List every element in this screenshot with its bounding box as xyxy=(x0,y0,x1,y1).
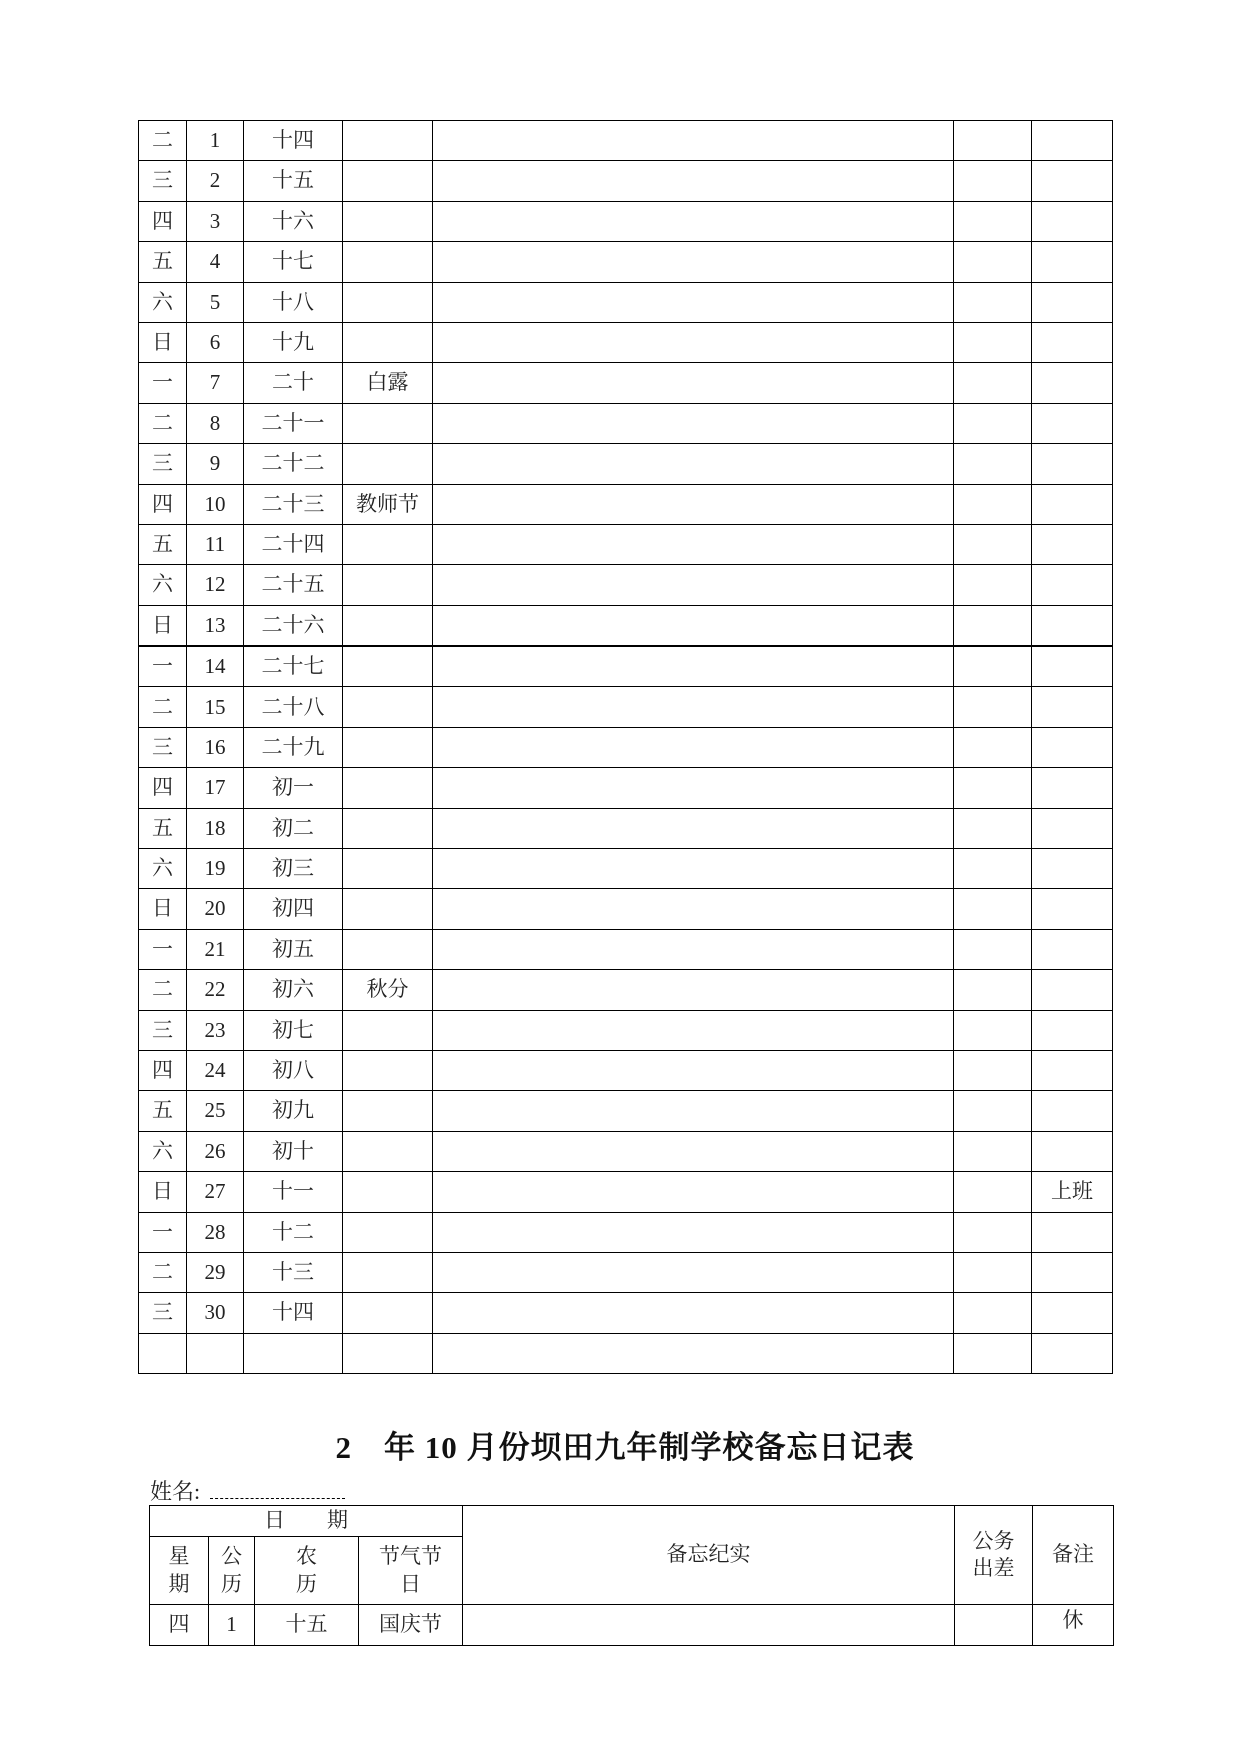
weekday-cell: 六 xyxy=(139,282,187,322)
note-cell xyxy=(1032,1050,1113,1090)
festival-cell: 国庆节 xyxy=(359,1605,463,1646)
note-cell xyxy=(1032,970,1113,1010)
calendar-row xyxy=(139,889,1113,929)
trip-cell xyxy=(955,1605,1033,1646)
lunar-cell: 初十 xyxy=(244,1131,343,1171)
lunar-cell: 初八 xyxy=(244,1050,343,1090)
festival-cell xyxy=(343,282,433,322)
memo-cell xyxy=(433,1333,954,1373)
calendar-row xyxy=(139,484,1113,524)
weekday-cell: 五 xyxy=(139,242,187,282)
festival-cell xyxy=(343,322,433,362)
weekday-cell: 日 xyxy=(139,322,187,362)
memo-cell xyxy=(433,444,954,484)
day-cell: 18 xyxy=(187,808,244,848)
memo-cell xyxy=(433,849,954,889)
lunar-cell: 初五 xyxy=(244,929,343,969)
memo-cell xyxy=(433,1010,954,1050)
festival-cell xyxy=(343,1333,433,1373)
lunar-cell: 二十七 xyxy=(244,646,343,687)
september-table-body xyxy=(139,121,1113,1374)
trip-cell xyxy=(954,849,1032,889)
note-cell xyxy=(1032,403,1113,443)
note-cell xyxy=(1032,484,1113,524)
october-memo-table xyxy=(149,1505,1114,1646)
lunar-cell: 二十二 xyxy=(244,444,343,484)
calendar-row xyxy=(139,1333,1113,1373)
day-cell xyxy=(187,1333,244,1373)
memo-cell xyxy=(433,1212,954,1252)
weekday-header-label: 星期 xyxy=(168,1544,190,1596)
day-cell: 3 xyxy=(187,201,244,241)
weekday-cell: 三 xyxy=(139,1010,187,1050)
trip-cell xyxy=(954,1050,1032,1090)
day-cell: 19 xyxy=(187,849,244,889)
festival-cell xyxy=(343,1293,433,1333)
name-fill-line xyxy=(210,1482,345,1499)
memo-cell xyxy=(433,1050,954,1090)
lunar-cell: 十一 xyxy=(244,1172,343,1212)
weekday-cell: 二 xyxy=(139,970,187,1010)
lunar-header-label: 农历 xyxy=(296,1544,317,1596)
solar-header xyxy=(209,1537,255,1605)
festival-cell xyxy=(343,242,433,282)
calendar-row xyxy=(139,403,1113,443)
note-cell xyxy=(1032,363,1113,403)
festival-cell xyxy=(343,161,433,201)
day-cell: 20 xyxy=(187,889,244,929)
festival-cell xyxy=(343,1131,433,1171)
day-cell: 6 xyxy=(187,322,244,362)
calendar-row xyxy=(139,605,1113,646)
festival-cell: 教师节 xyxy=(343,484,433,524)
trip-cell xyxy=(954,565,1032,605)
trip-cell xyxy=(954,121,1032,161)
trip-header-label: 公务出差 xyxy=(972,1528,1015,1580)
memo-cell xyxy=(433,363,954,403)
memo-cell xyxy=(433,687,954,727)
lunar-cell: 十八 xyxy=(244,282,343,322)
calendar-row xyxy=(139,524,1113,564)
weekday-cell: 三 xyxy=(139,727,187,767)
trip-cell xyxy=(954,970,1032,1010)
day-cell: 25 xyxy=(187,1091,244,1131)
calendar-row xyxy=(139,849,1113,889)
note-cell xyxy=(1032,687,1113,727)
trip-cell xyxy=(954,282,1032,322)
weekday-cell: 日 xyxy=(139,605,187,646)
lunar-cell: 二十三 xyxy=(244,484,343,524)
trip-cell xyxy=(954,1293,1032,1333)
weekday-cell: 四 xyxy=(139,201,187,241)
day-cell: 7 xyxy=(187,363,244,403)
festival-cell xyxy=(343,646,433,687)
day-cell: 2 xyxy=(187,161,244,201)
festival-cell: 白露 xyxy=(343,363,433,403)
lunar-cell xyxy=(244,1333,343,1373)
day-cell: 12 xyxy=(187,565,244,605)
note-cell xyxy=(1032,524,1113,564)
trip-cell xyxy=(954,403,1032,443)
note-cell xyxy=(1032,1091,1113,1131)
lunar-cell: 十九 xyxy=(244,322,343,362)
note-cell xyxy=(1032,201,1113,241)
name-label: 姓名: xyxy=(150,1479,201,1504)
weekday-cell: 五 xyxy=(139,808,187,848)
weekday-cell: 四 xyxy=(150,1605,209,1646)
calendar-row xyxy=(139,929,1113,969)
note-cell xyxy=(1032,565,1113,605)
note-cell xyxy=(1032,646,1113,687)
weekday-cell: 六 xyxy=(139,1131,187,1171)
calendar-row xyxy=(139,970,1113,1010)
day-cell: 26 xyxy=(187,1131,244,1171)
weekday-cell: 一 xyxy=(139,646,187,687)
calendar-row xyxy=(139,444,1113,484)
festival-cell xyxy=(343,849,433,889)
festival-cell xyxy=(343,444,433,484)
trip-cell xyxy=(954,646,1032,687)
lunar-cell: 十三 xyxy=(244,1252,343,1292)
calendar-row xyxy=(139,161,1113,201)
lunar-header xyxy=(255,1537,359,1605)
day-cell: 5 xyxy=(187,282,244,322)
calendar-row xyxy=(139,1172,1113,1212)
weekday-cell: 日 xyxy=(139,1172,187,1212)
festival-cell xyxy=(343,1010,433,1050)
lunar-cell: 十四 xyxy=(244,1293,343,1333)
memo-cell xyxy=(433,605,954,646)
trip-cell xyxy=(954,605,1032,646)
lunar-cell: 十七 xyxy=(244,242,343,282)
memo-cell xyxy=(433,646,954,687)
lunar-cell: 初一 xyxy=(244,768,343,808)
day-cell: 30 xyxy=(187,1293,244,1333)
weekday-cell: 一 xyxy=(139,363,187,403)
day-cell: 17 xyxy=(187,768,244,808)
lunar-cell: 二十四 xyxy=(244,524,343,564)
note-cell xyxy=(1032,444,1113,484)
note-cell xyxy=(1032,768,1113,808)
festival-cell xyxy=(343,889,433,929)
weekday-cell: 三 xyxy=(139,1293,187,1333)
day-cell: 24 xyxy=(187,1050,244,1090)
weekday-cell: 一 xyxy=(139,1212,187,1252)
day-cell: 1 xyxy=(187,121,244,161)
trip-cell xyxy=(954,1010,1032,1050)
memo-cell xyxy=(433,403,954,443)
memo-cell xyxy=(433,282,954,322)
trip-cell xyxy=(954,1131,1032,1171)
memo-cell xyxy=(433,889,954,929)
weekday-cell: 二 xyxy=(139,1252,187,1292)
festival-cell: 秋分 xyxy=(343,970,433,1010)
weekday-cell: 二 xyxy=(139,403,187,443)
note-cell xyxy=(1032,161,1113,201)
trip-cell xyxy=(954,727,1032,767)
trip-cell xyxy=(954,687,1032,727)
trip-cell xyxy=(954,363,1032,403)
calendar-row xyxy=(139,1010,1113,1050)
memo-cell xyxy=(433,1252,954,1292)
calendar-row xyxy=(139,322,1113,362)
note-header: 备注 xyxy=(1033,1506,1114,1605)
day-cell: 11 xyxy=(187,524,244,564)
lunar-cell: 初二 xyxy=(244,808,343,848)
memo-cell xyxy=(433,565,954,605)
lunar-cell: 十四 xyxy=(244,121,343,161)
trip-cell xyxy=(954,808,1032,848)
lunar-cell: 二十八 xyxy=(244,687,343,727)
calendar-row xyxy=(139,1131,1113,1171)
calendar-row xyxy=(150,1605,1114,1646)
memo-cell xyxy=(433,242,954,282)
calendar-row xyxy=(139,282,1113,322)
festival-cell xyxy=(343,605,433,646)
calendar-row xyxy=(139,1212,1113,1252)
note-cell xyxy=(1032,1293,1113,1333)
calendar-row xyxy=(139,201,1113,241)
trip-cell xyxy=(954,889,1032,929)
trip-header xyxy=(955,1506,1033,1605)
day-cell: 22 xyxy=(187,970,244,1010)
day-cell: 29 xyxy=(187,1252,244,1292)
calendar-row xyxy=(139,646,1113,687)
lunar-cell: 初三 xyxy=(244,849,343,889)
festival-cell xyxy=(343,121,433,161)
weekday-cell: 五 xyxy=(139,524,187,564)
weekday-cell: 四 xyxy=(139,1050,187,1090)
memo-cell xyxy=(433,484,954,524)
festival-cell xyxy=(343,1252,433,1292)
header-row-date xyxy=(150,1506,1114,1537)
note-cell xyxy=(1032,808,1113,848)
weekday-cell: 二 xyxy=(139,121,187,161)
lunar-cell: 二十五 xyxy=(244,565,343,605)
weekday-cell: 三 xyxy=(139,161,187,201)
trip-cell xyxy=(954,242,1032,282)
note-cell xyxy=(1032,849,1113,889)
solar-header-label: 公历 xyxy=(221,1544,242,1596)
day-cell: 27 xyxy=(187,1172,244,1212)
note-cell xyxy=(1032,1212,1113,1252)
memo-cell xyxy=(433,1293,954,1333)
note-cell: 上班 xyxy=(1032,1172,1113,1212)
memo-cell xyxy=(433,201,954,241)
day-cell: 9 xyxy=(187,444,244,484)
trip-cell xyxy=(954,1252,1032,1292)
memo-cell xyxy=(433,1131,954,1171)
lunar-cell: 十二 xyxy=(244,1212,343,1252)
trip-cell xyxy=(954,1212,1032,1252)
note-cell xyxy=(1032,1333,1113,1373)
weekday-cell: 三 xyxy=(139,444,187,484)
festival-cell xyxy=(343,201,433,241)
lunar-cell: 二十一 xyxy=(244,403,343,443)
festival-cell xyxy=(343,1091,433,1131)
trip-cell xyxy=(954,1333,1032,1373)
trip-cell xyxy=(954,161,1032,201)
memo-cell xyxy=(433,808,954,848)
festival-cell xyxy=(343,929,433,969)
festival-cell xyxy=(343,1212,433,1252)
note-text: 休 xyxy=(1062,1608,1084,1633)
note-cell xyxy=(1032,322,1113,362)
date-header: 日 期 xyxy=(150,1506,463,1537)
weekday-cell: 五 xyxy=(139,1091,187,1131)
october-table-title: 2 年 10 月份坝田九年制学校备忘日记表 xyxy=(335,1430,915,1465)
memo-cell xyxy=(433,768,954,808)
festival-cell xyxy=(343,1172,433,1212)
day-cell: 13 xyxy=(187,605,244,646)
lunar-cell: 初七 xyxy=(244,1010,343,1050)
calendar-row xyxy=(139,727,1113,767)
day-cell: 15 xyxy=(187,687,244,727)
lunar-cell: 二十 xyxy=(244,363,343,403)
calendar-row xyxy=(139,242,1113,282)
festival-cell xyxy=(343,687,433,727)
september-memo-table xyxy=(138,120,1113,1374)
trip-cell xyxy=(954,524,1032,564)
lunar-cell: 十五 xyxy=(255,1605,359,1646)
calendar-row xyxy=(139,121,1113,161)
trip-cell xyxy=(954,201,1032,241)
day-cell: 1 xyxy=(209,1605,255,1646)
note-cell xyxy=(1032,605,1113,646)
note-cell xyxy=(1032,121,1113,161)
festival-cell xyxy=(343,808,433,848)
memo-cell xyxy=(433,1091,954,1131)
weekday-cell: 六 xyxy=(139,849,187,889)
note-cell xyxy=(1032,282,1113,322)
trip-cell xyxy=(954,322,1032,362)
festival-cell xyxy=(343,768,433,808)
day-cell: 14 xyxy=(187,646,244,687)
lunar-cell: 初四 xyxy=(244,889,343,929)
calendar-row xyxy=(139,687,1113,727)
memo-cell xyxy=(433,161,954,201)
calendar-row xyxy=(139,1293,1113,1333)
note-cell xyxy=(1032,929,1113,969)
name-field xyxy=(150,1475,345,1506)
trip-cell xyxy=(954,1172,1032,1212)
lunar-cell: 十六 xyxy=(244,201,343,241)
festival-header xyxy=(359,1537,463,1605)
weekday-header xyxy=(150,1537,209,1605)
weekday-cell: 四 xyxy=(139,484,187,524)
lunar-cell: 初九 xyxy=(244,1091,343,1131)
note-cell xyxy=(1032,1252,1113,1292)
calendar-row xyxy=(139,565,1113,605)
note-cell xyxy=(1032,727,1113,767)
weekday-cell: 一 xyxy=(139,929,187,969)
memo-cell xyxy=(433,929,954,969)
day-cell: 16 xyxy=(187,727,244,767)
day-cell: 21 xyxy=(187,929,244,969)
trip-cell xyxy=(954,929,1032,969)
note-cell xyxy=(1032,889,1113,929)
festival-cell xyxy=(343,565,433,605)
festival-cell xyxy=(343,524,433,564)
trip-cell xyxy=(954,444,1032,484)
note-cell xyxy=(1032,1010,1113,1050)
day-cell: 8 xyxy=(187,403,244,443)
festival-cell xyxy=(343,727,433,767)
weekday-cell: 日 xyxy=(139,889,187,929)
calendar-row xyxy=(139,1091,1113,1131)
lunar-cell: 二十九 xyxy=(244,727,343,767)
memo-header: 备忘纪实 xyxy=(463,1506,955,1605)
day-cell: 4 xyxy=(187,242,244,282)
trip-cell xyxy=(954,768,1032,808)
calendar-row xyxy=(139,1252,1113,1292)
lunar-cell: 十五 xyxy=(244,161,343,201)
weekday-cell xyxy=(139,1333,187,1373)
day-cell: 10 xyxy=(187,484,244,524)
memo-cell xyxy=(433,970,954,1010)
weekday-cell: 二 xyxy=(139,687,187,727)
weekday-cell: 四 xyxy=(139,768,187,808)
lunar-cell: 初六 xyxy=(244,970,343,1010)
festival-header-label: 节气节日 xyxy=(379,1544,442,1596)
festival-cell xyxy=(343,1050,433,1090)
calendar-row xyxy=(139,1050,1113,1090)
calendar-row xyxy=(139,808,1113,848)
weekday-cell: 六 xyxy=(139,565,187,605)
memo-cell xyxy=(433,727,954,767)
calendar-row xyxy=(139,768,1113,808)
day-cell: 28 xyxy=(187,1212,244,1252)
festival-cell xyxy=(343,403,433,443)
memo-cell xyxy=(433,1172,954,1212)
trip-cell xyxy=(954,484,1032,524)
note-cell xyxy=(1032,1131,1113,1171)
day-cell: 23 xyxy=(187,1010,244,1050)
memo-cell xyxy=(433,121,954,161)
note-cell xyxy=(1033,1605,1114,1646)
trip-cell xyxy=(954,1091,1032,1131)
memo-cell xyxy=(433,322,954,362)
calendar-row xyxy=(139,363,1113,403)
lunar-cell: 二十六 xyxy=(244,605,343,646)
memo-cell xyxy=(463,1605,955,1646)
memo-cell xyxy=(433,524,954,564)
note-cell xyxy=(1032,242,1113,282)
